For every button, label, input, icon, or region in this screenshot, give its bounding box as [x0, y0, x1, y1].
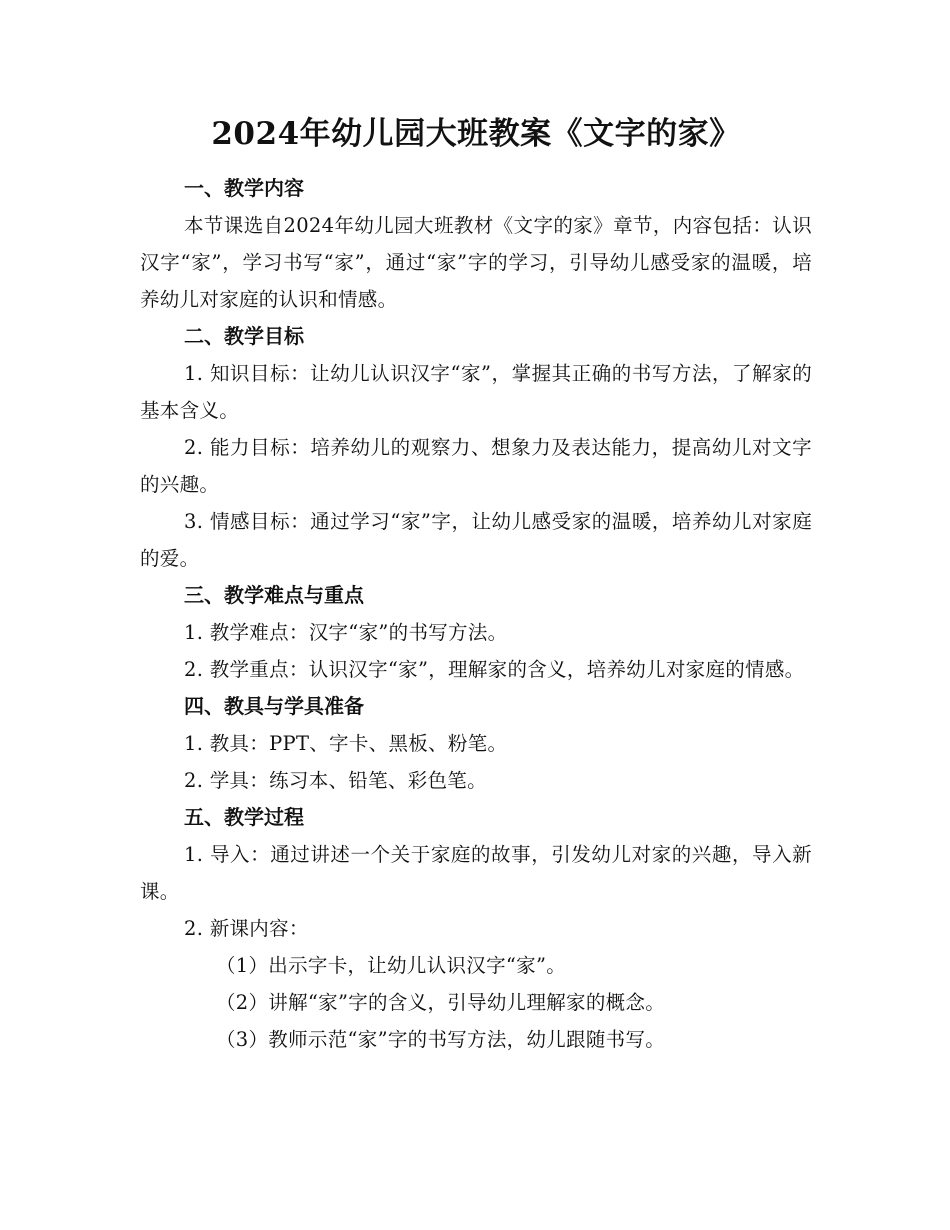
paragraph: 2. 新课内容：: [184, 917, 309, 940]
section-difficulties-and-focus: [140, 577, 812, 688]
section-teaching-process: [140, 799, 812, 1058]
paragraph: 2. 能力目标：培养幼儿的观察力、想象力及表达能力，提高幼儿对文字的兴趣。: [140, 436, 812, 496]
section-teaching-goals: [140, 318, 812, 577]
section-heading: 一、教学内容: [184, 176, 304, 200]
document-page: [140, 112, 812, 1058]
paragraph: 1. 知识目标：让幼儿认识汉字“家”，掌握其正确的书写方法，了解家的基本含义。: [140, 362, 812, 422]
paragraph: 1. 导入：通过讲述一个关于家庭的故事，引发幼儿对家的兴趣，导入新课。: [140, 843, 812, 903]
paragraph: 1. 教学难点：汉字“家”的书写方法。: [184, 621, 508, 644]
section-heading: 三、教学难点与重点: [184, 583, 364, 607]
section-heading: 二、教学目标: [184, 324, 304, 348]
paragraph: 本节课选自2024年幼儿园大班教材《文字的家》章节，内容包括：认识汉字“家”，学习书写“家”，通过“家”字的学习，引导幼儿感受家的温暖，培养幼儿对家庭的认识和情感。: [140, 214, 812, 311]
sub-item: （3）教师示范“家”字的书写方法，幼儿跟随书写。: [216, 1028, 666, 1051]
paragraph: 1. 教具：PPT、字卡、黑板、粉笔。: [184, 732, 508, 755]
paragraph: 2. 学具：练习本、铅笔、彩色笔。: [184, 769, 487, 792]
section-teaching-content: [140, 170, 812, 318]
section-heading: 四、教具与学具准备: [184, 694, 364, 718]
sub-item: （1）出示字卡，让幼儿认识汉字“家”。: [216, 954, 567, 977]
section-materials: [140, 688, 812, 799]
paragraph: 2. 教学重点：认识汉字“家”，理解家的含义，培养幼儿对家庭的情感。: [184, 658, 805, 681]
document-title: 2024年幼儿园大班教案《文字的家》: [211, 116, 741, 152]
paragraph: 3. 情感目标：通过学习“家”字，让幼儿感受家的温暖，培养幼儿对家庭的爱。: [140, 510, 812, 570]
section-heading: 五、教学过程: [184, 805, 304, 829]
sub-item: （2）讲解“家”字的含义，引导幼儿理解家的概念。: [216, 991, 666, 1014]
